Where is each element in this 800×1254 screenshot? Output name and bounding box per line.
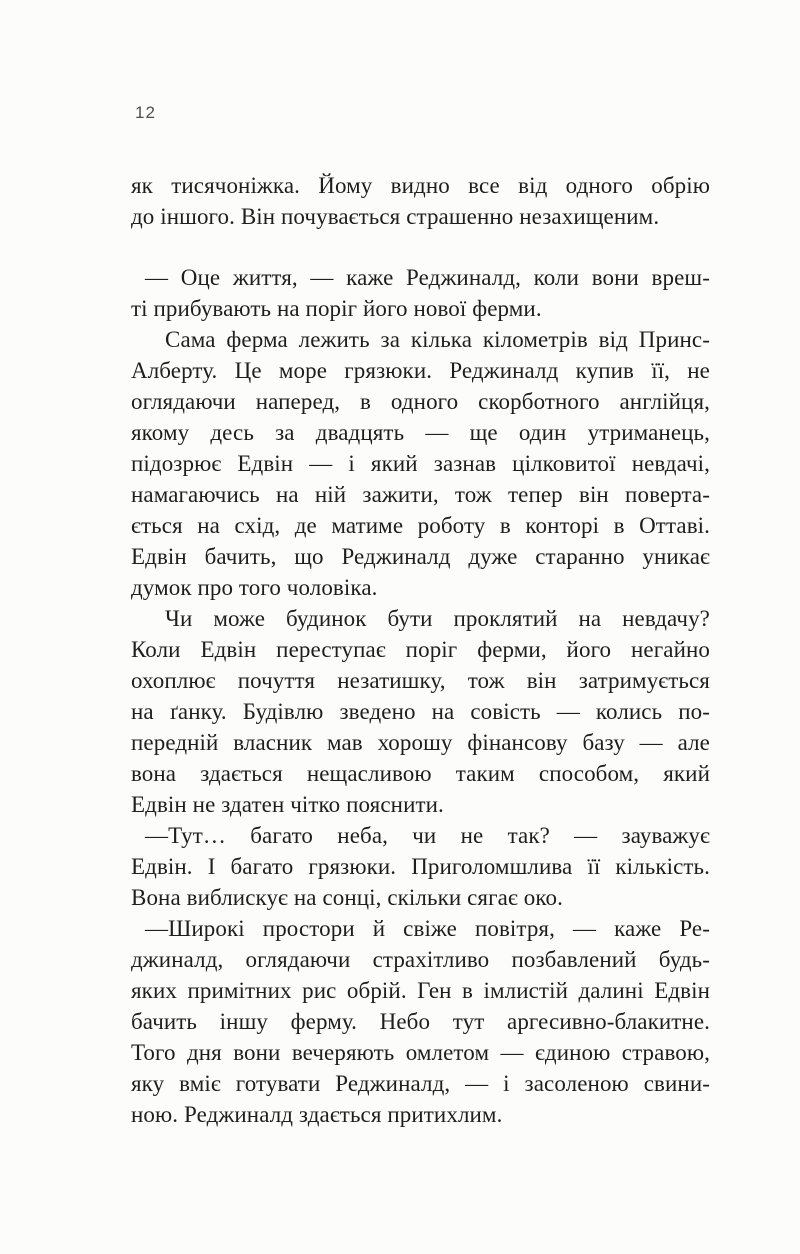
text-line: Вона виблискує на сонці, скільки сягає око.	[131, 885, 563, 910]
text-line: якому десь за двадцять — ще один утриманець,	[131, 420, 710, 445]
text-line: до іншого. Він почувається страшенно незахищеним.	[131, 204, 660, 229]
text-line: на ґанку. Будівлю зведено на совість — колись по-	[131, 699, 710, 724]
paragraph	[131, 324, 710, 603]
paragraph	[131, 170, 710, 232]
text-line: —Тут… багато неба, чи не так? — зауважує	[145, 823, 710, 848]
text-line: Едвін бачить, що Реджиналд дуже старанно уникає	[131, 544, 710, 569]
scene-break	[131, 232, 710, 262]
paragraph	[131, 820, 710, 913]
text-line: — Оце життя, — каже Реджиналд, коли вони вреш-	[145, 265, 710, 290]
text-line: джиналд, оглядаючи страхітливо позбавлений будь-	[131, 947, 710, 972]
text-line: думок про того чоловіка.	[131, 575, 378, 600]
text-line: охоплює почуття незатишку, тож він затримується	[131, 668, 710, 693]
text-line: намагаючись на ній зажити, тож тепер він поверта-	[131, 482, 710, 507]
text-line: як тисячоніжка. Йому видно все від одного обрію	[131, 173, 710, 198]
text-line: яких примітних рис обрій. Ген в імлистій далині Едвін	[131, 978, 710, 1003]
text-line: Алберту. Це море грязюки. Реджиналд купив її, не	[131, 358, 710, 383]
text-line: оглядаючи наперед, в одного скорботного англійця,	[131, 389, 710, 414]
paragraph	[131, 262, 710, 324]
text-line: ється на схід, де матиме роботу в конторі в Оттаві.	[131, 513, 710, 538]
text-line: вона здається нещасливою таким способом, який	[131, 761, 710, 786]
text-line: яку вміє готувати Реджиналд, — і засоленою свини-	[131, 1071, 710, 1096]
text-line: підозрює Едвін — і який зазнав цілковитої невдачі,	[131, 451, 710, 476]
paragraph	[131, 913, 710, 1130]
text-line: передній власник мав хорошу фінансову базу — але	[131, 730, 710, 755]
text-line: —Широкі простори й свіже повітря, — каже Ре-	[145, 916, 710, 941]
text-line: бачить іншу ферму. Небо тут аргесивно-блакитне.	[131, 1009, 710, 1034]
text-content	[131, 170, 710, 1130]
text-line: Сама ферма лежить за кілька кілометрів від Принс-	[165, 327, 710, 352]
text-line: Едвін не здатен чітко пояснити.	[131, 792, 444, 817]
text-line: ті прибувають на поріг його нової ферми.	[131, 296, 542, 321]
text-line: ною. Реджиналд здається притихлим.	[131, 1102, 503, 1127]
page-number: 12	[135, 103, 156, 122]
text-line: Коли Едвін переступає поріг ферми, його негайно	[131, 637, 710, 662]
text-line: Едвін. І багато грязюки. Приголомшлива її кількість.	[131, 854, 710, 879]
text-line: Чи може будинок бути проклятий на невдачу?	[165, 606, 710, 631]
text-line: Того дня вони вечеряють омлетом — єдиною стравою,	[131, 1040, 710, 1065]
paragraph	[131, 603, 710, 820]
